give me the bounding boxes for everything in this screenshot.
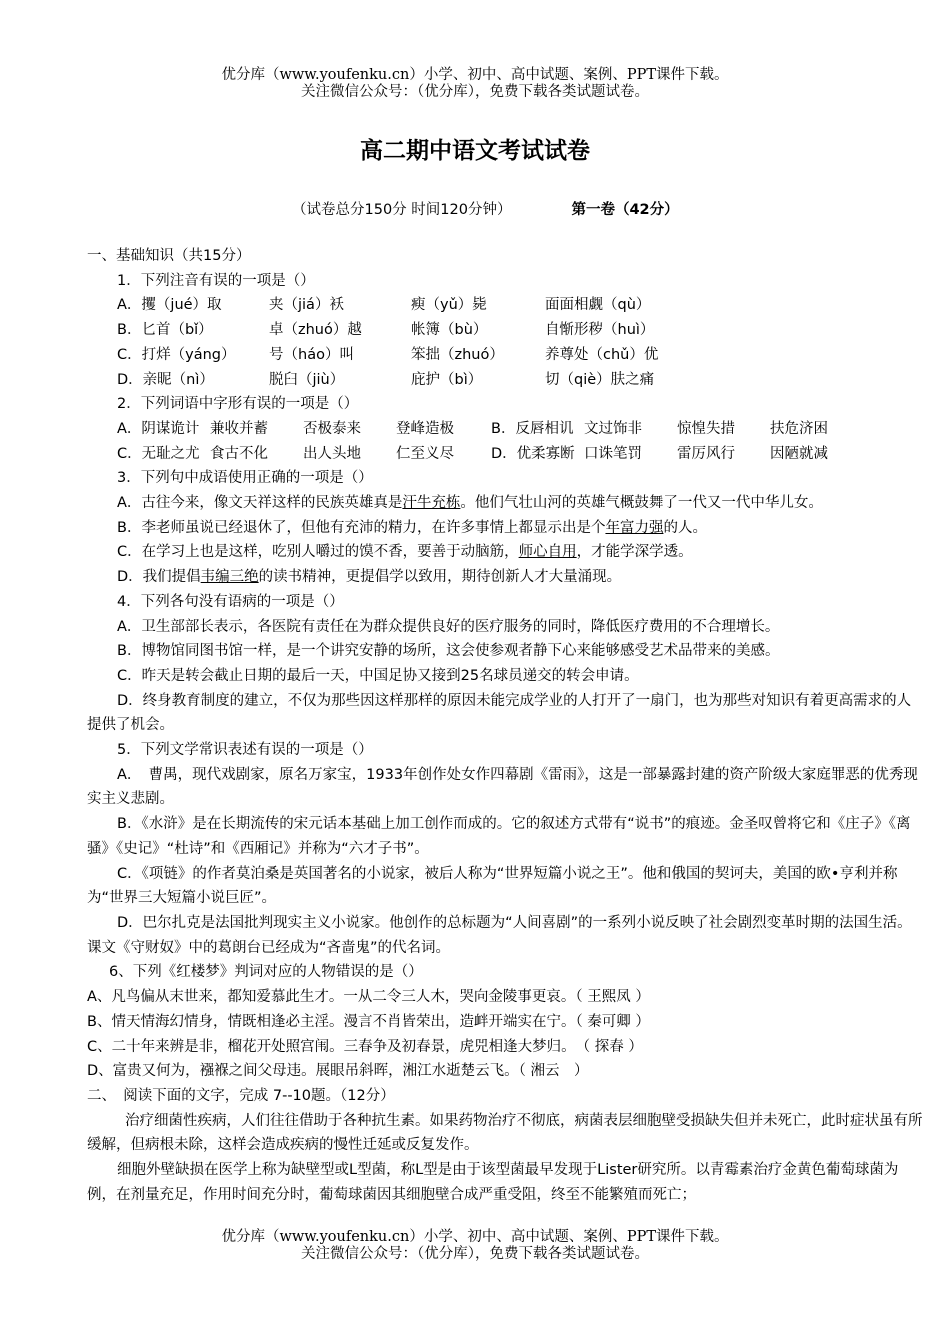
option-item: 面面相觑（qù）: [545, 297, 651, 314]
option-paragraph: C．《项链》的作者莫泊桑是英国著名的小说家，被后人称为“世界短篇小说之王”。他和俄国的契诃夫，美国的欧•亨利并称为“世界三大短篇小说巨匠”。: [87, 865, 898, 907]
option-item: 瘐（yǔ）毙: [411, 297, 487, 314]
option-line: C、二十年来辨是非，榴花开处照宫闱。三春争及初春景，虎兕相逢大梦归。 （ 探春 ）: [87, 1038, 643, 1055]
option-item: 扶危济困: [770, 420, 828, 437]
option-text: 的人。: [663, 519, 707, 536]
option-row: [87, 417, 925, 442]
option-row: [87, 442, 925, 467]
option-item: D．亲昵（nì）: [117, 371, 214, 388]
option-text: C．在学习上也是这样，吃别人嚼过的馍不香，要善于动脑筋，: [117, 544, 519, 561]
question-stem: 5．下列文学常识表述有误的一项是（）: [117, 742, 373, 759]
option-text: 。他们气壮山河的英雄气概鼓舞了一代又一代中华儿女。: [460, 495, 823, 512]
idiom-underlined: 年富力强: [605, 519, 664, 536]
exam-body: [87, 244, 925, 1207]
option-item: 仁至义尽: [396, 445, 454, 462]
option-line: A．卫生部部长表示，各医院有责任在为群众提供良好的医疗服务的同时，降低医疗费用的不合理增长。: [117, 618, 780, 635]
idiom-underlined: 汗牛充栋: [402, 495, 461, 512]
option-text: D．我们提倡: [117, 569, 201, 586]
question-stem: 3．下列句中成语使用正确的一项是（）: [117, 470, 373, 487]
option-paragraph: B．《水浒》是在长期流传的宋元话本基础上加工创作而成的。它的叙述方式带有“说书”的痕迹。金圣叹曾将它和《庄子》《离骚》《史记》“杜诗”和《西厢记》并称为“六才子书”。: [87, 816, 911, 857]
page-footer: [0, 1229, 950, 1263]
option-row: [87, 293, 925, 318]
option-item: 文过饰非: [584, 420, 642, 437]
option-paragraph: D．巴尔扎克是法国批判现实主义小说家。他创作的总标题为“人间喜剧”的一系列小说反映了社会剧烈变革时期的法国生活。课文《守财奴》中的葛朗台已经成为“吝啬鬼”的代名词。: [87, 914, 912, 956]
option-paragraph: A． 曹禺，现代戏剧家，原名万家宝，1933年创作处女作四幕剧《雷雨》，这是一部暴露封建的资产阶级大家庭罪恶的优秀现实主义悲剧。: [87, 766, 918, 808]
header-line-2: 关注微信公众号：（优分库），免费下载各类试题试卷。: [301, 84, 649, 100]
option-row: [87, 343, 925, 368]
option-line: [87, 491, 925, 516]
option-item: 帐簿（bù）: [411, 322, 488, 339]
option-item: 自惭形秽（huì）: [545, 322, 655, 339]
question-stem: 1．下列注音有误的一项是（）: [117, 272, 315, 289]
option-item: 登峰造极: [396, 420, 454, 437]
page-header: [0, 67, 950, 101]
option-item: 号（háo）叫: [269, 346, 354, 363]
option-item: 否极泰来: [303, 420, 361, 437]
option-item: 食古不化: [210, 445, 268, 462]
option-item: 雷厉风行: [677, 445, 735, 462]
option-line: [87, 516, 925, 541]
option-item: 惊惶失措: [677, 420, 735, 437]
option-item: 庇护（bì）: [411, 371, 483, 388]
option-item: 切（qiè）肤之痛: [545, 371, 655, 388]
option-item: 养尊处（chǔ）优: [545, 346, 659, 363]
footer-line-1: 优分库（www.youfenku.cn）小学、初中、高中试题、案例、PPT课件下载。: [221, 1229, 729, 1245]
option-line: D、富贵又何为，襁褓之间父母违。展眼吊斜晖，湘江水逝楚云飞。（ 湘云 ）: [87, 1063, 589, 1080]
option-line: C．昨天是转会截止日期的最后一天，中国足协又接到25名球员递交的转会申请。: [117, 667, 639, 684]
option-text: A．古往今来，像文天祥这样的民族英雄真是: [117, 495, 403, 512]
option-text: ，才能学深学透。: [576, 544, 693, 561]
section-heading: 一、基础知识（共15分）: [87, 248, 251, 264]
option-item: C．打烊（yáng）: [117, 346, 236, 363]
option-line: A、凡鸟偏从末世来，都知爱慕此生才。一从二令三人木，哭向金陵事更哀。（ 王熙凤 ）: [87, 989, 650, 1006]
header-line-1: 优分库（www.youfenku.cn）小学、初中、高中试题、案例、PPT课件下载。: [221, 67, 729, 83]
option-text: B．李老师虽说已经退休了，但他有充沛的精力，在许多事情上都显示出是个: [117, 519, 606, 536]
option-paragraph: D．终身教育制度的建立，不仅为那些因这样那样的原因未能完成学业的人打开了一扇门，也为那些对知识有着更高需求的人提供了机会。: [87, 692, 912, 734]
question-stem: 2．下列词语中字形有误的一项是（）: [117, 396, 359, 413]
question-stem: 6、下列《红楼梦》判词对应的人物错误的是（）: [109, 964, 423, 981]
part-label: 第一卷（42分）: [571, 202, 679, 218]
option-item: D．优柔寡断: [491, 445, 575, 462]
question-stem: 4．下列各句没有语病的一项是（）: [117, 593, 344, 610]
option-item: 出人头地: [303, 445, 361, 462]
option-row: [87, 368, 925, 393]
option-item: A．阴谋诡计: [117, 420, 200, 437]
idiom-underlined: 韦编三绝: [200, 569, 259, 586]
option-item: 因陋就减: [770, 445, 828, 462]
option-line: [87, 565, 925, 590]
option-item: 兼收并蓄: [210, 420, 268, 437]
option-line: [87, 540, 925, 565]
reading-paragraph: 治疗细菌性疾病，人们往往借助于各种抗生素。如果药物治疗不彻底，病菌表层细胞壁受损缺失但并未死亡，此时症状虽有所缓解，但病根未除，这样会造成疾病的慢性迁延或反复发作。: [87, 1112, 923, 1154]
page-title: 高二期中语文考试试卷: [360, 138, 590, 164]
idiom-underlined: 师心自用: [518, 544, 577, 561]
option-item: 脱臼（jiù）: [269, 371, 345, 388]
option-item: 口诛笔罚: [584, 445, 642, 462]
option-item: 笨拙（zhuó）: [411, 346, 504, 363]
section-heading: 二、 阅读下面的文字，完成 7--10题。（12分）: [87, 1087, 395, 1104]
option-line: B．博物馆同图书馆一样，是一个讲究安静的场所，这会使参观者静下心来能够感受艺术品带来的美感。: [117, 643, 780, 660]
option-item: B．匕首（bǐ）: [117, 322, 213, 339]
option-item: A．攫（jué）取: [117, 297, 222, 314]
option-item: 夹（jiá）袄: [269, 297, 344, 314]
option-item: B．反唇相讥: [491, 420, 574, 437]
option-text: 的读书精神，更提倡学以致用，期待创新人才大量涌现。: [258, 569, 622, 586]
footer-line-2: 关注微信公众号：（优分库），免费下载各类试题试卷。: [301, 1246, 649, 1262]
reading-paragraph: 细胞外壁缺损在医学上称为缺壁型或L型菌，称L型是由于该型菌最早发现于Lister研究所。以青霉素治疗金黄色葡萄球菌为例，在剂量充足，作用时间充分时，葡萄球菌因其细胞壁合成严重受阻，终至不能繁殖而死亡；: [87, 1162, 899, 1203]
option-row: [87, 318, 925, 343]
exam-subtitle: [292, 200, 679, 220]
exam-info: （试卷总分150分 时间120分钟）: [292, 202, 512, 218]
option-line: B、情天情海幻情身，情既相逢必主淫。漫言不肖皆荣出，造衅开端实在宁。（ 秦可卿 ）: [87, 1013, 650, 1030]
option-item: C．无耻之尤: [117, 445, 200, 462]
option-item: 卓（zhuó）越: [269, 322, 362, 339]
